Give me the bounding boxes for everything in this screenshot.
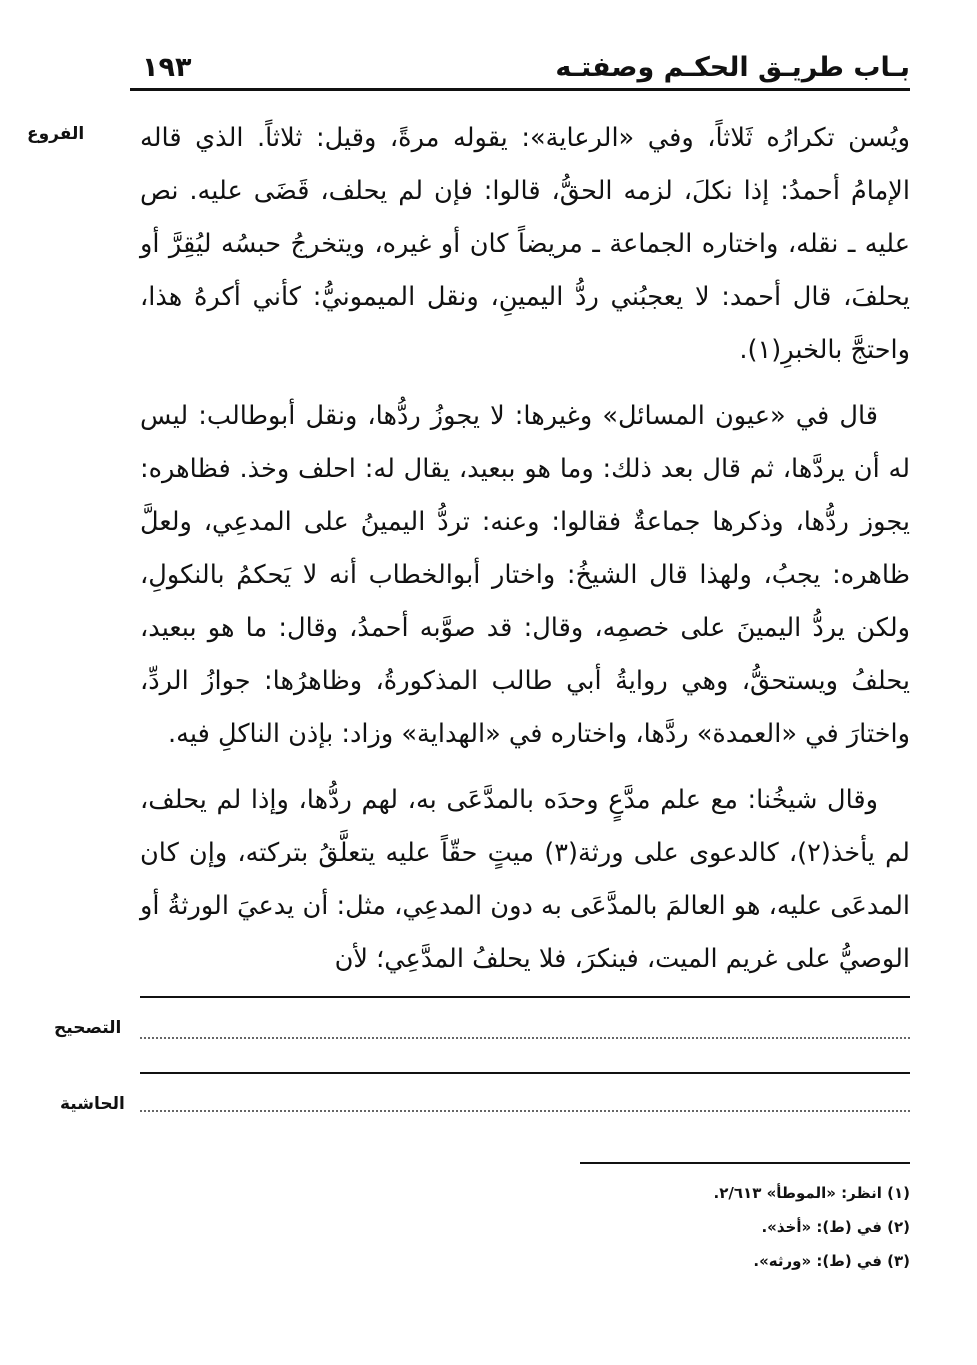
- header-rule: [130, 88, 910, 91]
- footnote-3: (٣) في (ط): «ورثه».: [753, 1252, 910, 1270]
- page-number: ١٩٣: [142, 52, 192, 83]
- tashih-dotted-line: [140, 1037, 910, 1039]
- hashiya-top-rule: [140, 1072, 910, 1074]
- footnote-2: (٢) في (ط): «أخذ».: [761, 1218, 910, 1236]
- running-title: بـاب طريـق الحكـم وصفتـه: [555, 52, 910, 83]
- side-label-tashih: التصحيح: [54, 1018, 122, 1038]
- footnotes: [500, 1176, 910, 1278]
- footnote-rule: [580, 1162, 910, 1164]
- paragraph-1: ويُسن تكرارُه ثَلاثاً، وفي «الرعاية»: يقوله مرةً، وقيل: ثلاثاً. الذي قاله الإمامُ أحمدُ: إذا نكلَ، لزمه الحقُّ، قالوا: فإن لم يحلف، قَضَى عليه. نص عليه ـ نقله، واختاره الجماعة ـ مريضاً كان أو غيره، ويتخرجُ حبسُه ليُقِرَّ أو يحلفَ، قال أحمد: لا يعجبُني ردُّ اليمينِ، ونقل الميمونيُّ: كأني أكرهُ هذا، واحتجَّ بالخبرِ(١).: [140, 123, 910, 365]
- footnote-1: (١) انظر: «الموطأ» ٢/٦١٣.: [713, 1184, 910, 1202]
- hashiya-dotted-line: [140, 1110, 910, 1112]
- page-header: [130, 48, 910, 88]
- main-text: [140, 112, 910, 999]
- tashih-top-rule: [140, 996, 910, 998]
- side-label-hashiya: الحاشية: [60, 1094, 125, 1114]
- paragraph-2: قال في «عيون المسائل» وغيرها: لا يجوزُ ردُّها، ونقل أبوطالب: ليس له أن يردَّها، ثم قال بعد ذلك: وما هو ببعيد، يقال له: احلف وخذ. فظاهره: يجوز ردُّها، وذكرها جماعةٌ فقالوا: وعنه: تردُّ اليمينُ على المدعِي، ولعلَّ ظاهره: يجبُ، ولهذا قال الشيخُ: واختار أبوالخطاب أنه لا يَحكمُ بالنكولِ، ولكن يردُّ اليمينَ على خصمِه، وقال: قد صوَّبه أحمدُ، وقال: ما هو ببعيد، يحلفُ ويستحقُّ، وهي روايةُ أبي طالب المذكورةُ، وظاهرُها: جوازُ الردِّ، واختارَ في «العمدة» ردَّها، واختاره في «الهداية» وزاد: بإذن الناكلِ فيه.: [140, 401, 910, 749]
- paragraph-3: وقال شيخُنا: مع علم مدَّعٍ وحدَه بالمدَّعَى به، لهم ردُّها، وإذا لم يحلف، لم يأخذ(٢)، كالدعوى على ورثة(٣) ميتٍ حقّاً عليه يتعلَّقُ بتركته، وإن كان المدعَى عليه، هو العالمَ بالمدَّعَى به دون المدعِي، مثل: أن يدعيَ الورثةُ أو الوصيُّ على غريم الميت، فينكرَ، فلا يحلفُ المدَّعِي؛ لأن: [140, 785, 910, 974]
- side-label-furu: الفروع: [27, 124, 85, 144]
